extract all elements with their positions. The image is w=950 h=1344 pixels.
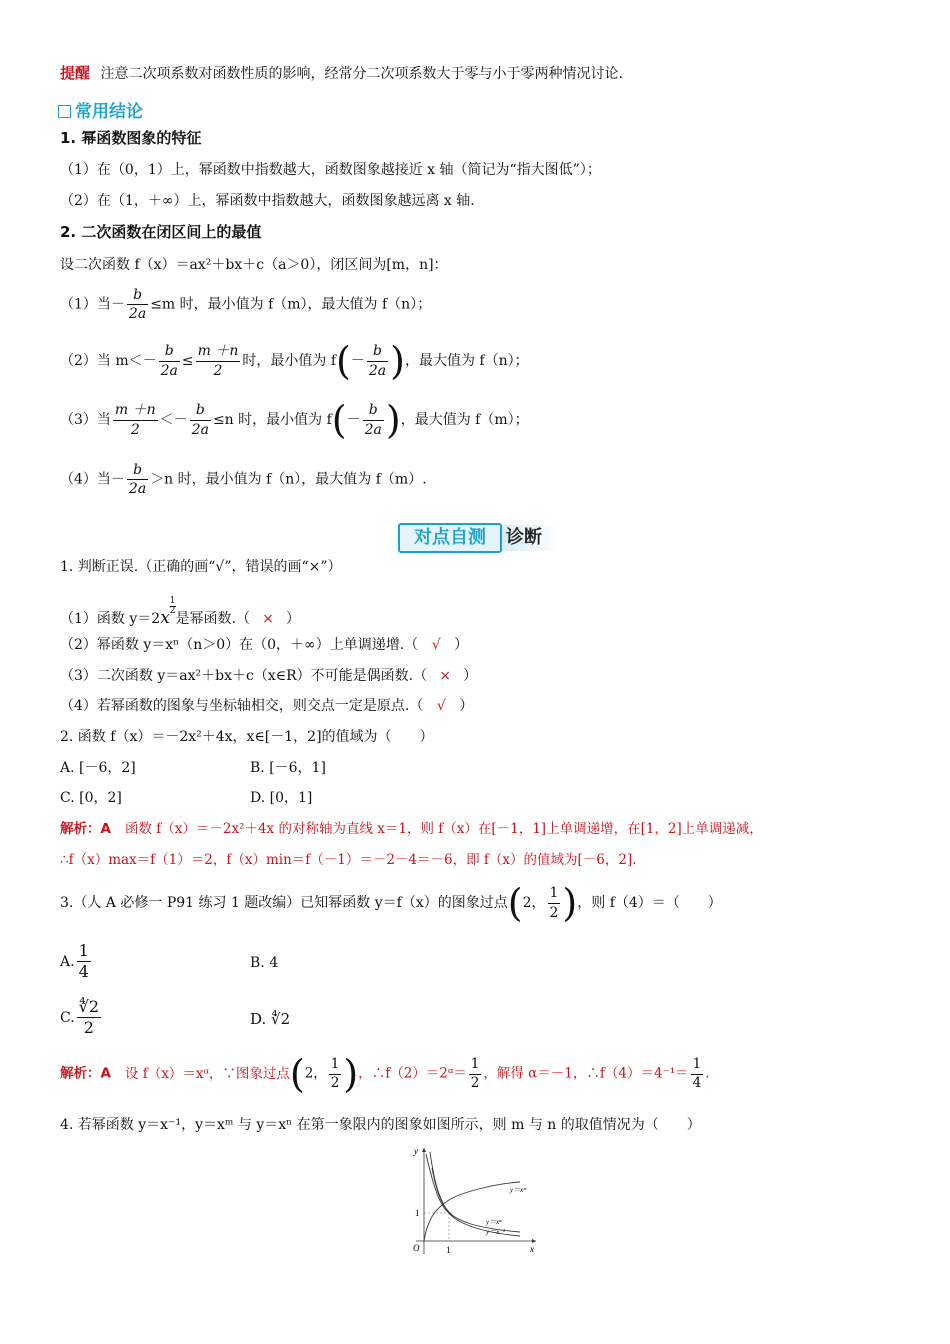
axis-label-x: x xyxy=(530,1244,534,1254)
q2-option-b: B. [－6，1] xyxy=(250,760,326,776)
section-1-line-2: （2）在（1，＋∞）上，幂函数中指数越大，函数图象越远离 x 轴. xyxy=(60,193,475,209)
label-y-x-inverse: y＝x⁻¹ xyxy=(486,1228,506,1236)
q2-option-d: D. [0，1] xyxy=(250,790,313,806)
answer-mark-cross: × xyxy=(262,611,274,627)
reminder-text: 注意二次项系数对函数性质的影响，经常分二次项系数大于零与小于零两种情况讨论. xyxy=(100,66,623,82)
curve-y-x-n xyxy=(426,1154,520,1232)
answer-mark-check: √ xyxy=(431,637,441,653)
reminder-line xyxy=(60,66,623,81)
q3-option-c: C. $\frac{∜2}{2}$ xyxy=(60,997,100,1038)
q3-option-d: D. ∜2 xyxy=(250,1010,291,1028)
q1-stem: 1. 判断正误.（正确的画“√”，错误的画“×”） xyxy=(60,559,342,575)
section-1-title: 1. 幂函数图象的特征 xyxy=(60,129,202,147)
origin-label: O xyxy=(413,1243,420,1253)
q3-option-a: A. $\frac{1}{4}$ xyxy=(60,941,89,982)
tick-label-x-1: 1 xyxy=(446,1245,451,1255)
banner-tag: 对点自测 xyxy=(398,523,502,553)
fraction-b-over-2a: $\frac{b}{2a}$ xyxy=(128,462,147,498)
q3-option-b: B. 4 xyxy=(250,955,279,971)
q3-stem: 3.（人 A 必修一 P91 练习 1 题改编）已知幂函数 y＝f（x）的图象过点(2， $\frac{1}{2}$ )，则 f（4）＝（ ） xyxy=(60,881,722,925)
case-1: （1）当－ $\frac{b}{2a}$ ≤m 时，最小值为 f（m），最大值为 f（n）； xyxy=(60,287,432,323)
fraction-b-over-2a: $\frac{b}{2a}$ xyxy=(364,402,382,438)
q1-item-1: （1）函数 y＝2x $\frac{1}{2}$ 是幂函数.（ × ） xyxy=(60,596,300,628)
q2-answer-line-2: ∴f（x）max＝f（1）＝2，f（x）min＝f（－1）＝－2－4＝－6，即 f（x）的值域为[－6，2]. xyxy=(60,852,637,868)
tick-label-y-1: 1 xyxy=(415,1208,420,1218)
q1-item-2: （2）幂函数 y＝xⁿ（n＞0）在（0，＋∞）上单调递增.（ √ ） xyxy=(60,637,469,653)
q3-answer: 解析：A 设 f（x）＝xᵅ，∵图象过点(2， $\frac{1}{2}$ )，∴f（2）＝2ᵅ＝ $\frac{1}{2}$ ，解得 α＝－1，∴f（4）＝4⁻¹＝ $\frac{1}{4}$ . xyxy=(60,1052,710,1096)
checkbox-icon xyxy=(58,105,71,118)
label-y-x-m: y＝xᵐ xyxy=(510,1186,527,1194)
fraction-b-over-2a: $\frac{b}{2a}$ xyxy=(191,402,209,438)
q2-answer-line-1: 解析：A 函数 f（x）＝－2x²＋4x 的对称轴为直线 x＝1，则 f（x）在[－1，1]上单调递增，在[1，2]上单调递减， xyxy=(60,821,763,837)
fraction-m-plus-n-over-2: $\frac{m +n}{2}$ xyxy=(197,343,239,379)
q1-item-4: （4）若幂函数的图象与坐标轴相交，则交点一定是原点.（ √ ） xyxy=(60,698,474,714)
q2-option-a: A. [－6，2] xyxy=(60,760,136,776)
answer-mark-check: √ xyxy=(436,698,446,714)
case-4: （4）当－ $\frac{b}{2a}$ ＞n 时，最小值为 f（n），最大值为 f（m）. xyxy=(60,462,427,498)
reminder-label: 提醒 xyxy=(60,64,91,82)
q2-stem: 2. 函数 f（x）＝－2x²＋4x，x∈[－1，2]的值域为（ ） xyxy=(60,729,434,745)
banner-tail: 诊断 xyxy=(502,525,558,551)
answer-mark-cross: × xyxy=(439,668,451,684)
fraction-b-over-2a: $\frac{b}{2a}$ xyxy=(160,343,178,379)
fraction-m-plus-n-over-2: $\frac{m +n}{2}$ xyxy=(114,402,156,438)
axis-label-y: y xyxy=(414,1146,418,1156)
section-2-intro: 设二次函数 f（x）＝ax²＋bx＋c（a＞0），闭区间为[m，n]： xyxy=(60,257,448,273)
section-2-title: 2. 二次函数在闭区间上的最值 xyxy=(60,223,262,241)
q2-option-c: C. [0，2] xyxy=(60,790,122,806)
fraction-b-over-2a: $\frac{b}{2a}$ xyxy=(128,287,147,323)
curve-y-x-inverse xyxy=(430,1152,520,1236)
section-1-line-1: （1）在（0，1）上，幂函数中指数越大，函数图象越接近 x 轴（简记为“指大图低”）； xyxy=(60,162,601,178)
power-function-graph xyxy=(402,1144,542,1262)
label-y-x-n: y＝xⁿ xyxy=(486,1218,502,1226)
case-3: （3）当 $\frac{m +n}{2}$ ＜－ $\frac{b}{2a}$ ≤n 时，最小值为 f(－ $\frac{b}{2a}$ )，最大值为 f（m）； xyxy=(60,398,529,442)
conclusions-title: 常用结论 xyxy=(58,104,143,121)
case-2: （2）当 m＜－ $\frac{b}{2a}$ ≤ $\frac{m +n}{2}$ 时，最小值为 f(－ $\frac{b}{2a}$ )，最大值为 f（n）； xyxy=(60,339,529,383)
fraction-b-over-2a: $\frac{b}{2a}$ xyxy=(368,343,387,379)
q4-stem: 4. 若幂函数 y＝x⁻¹，y＝xᵐ 与 y＝xⁿ 在第一象限内的图象如图所示，则 m 与 n 的取值情况为（ ） xyxy=(60,1117,701,1133)
q1-item-3: （3）二次函数 y＝ax²＋bx＋c（x∈R）不可能是偶函数.（ × ） xyxy=(60,668,478,684)
